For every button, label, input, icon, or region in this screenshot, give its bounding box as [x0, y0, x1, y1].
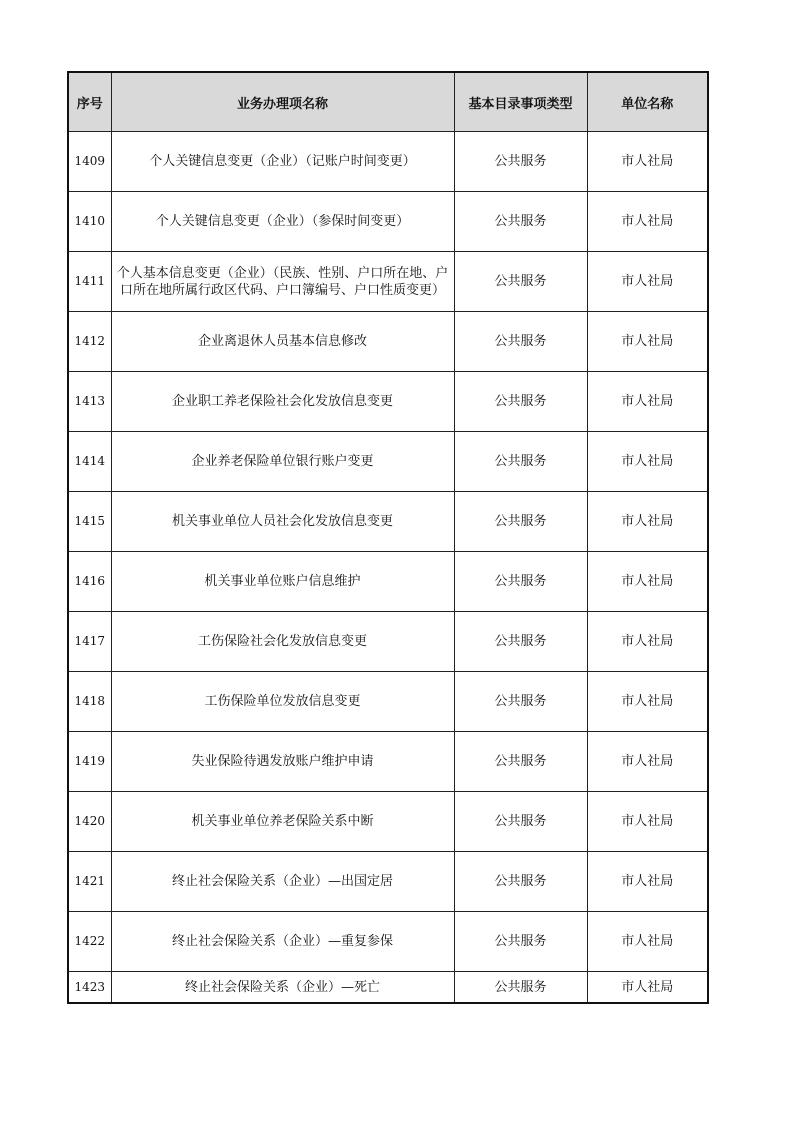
cell-name: 终止社会保险关系（企业）—出国定居 [111, 852, 454, 912]
cell-unit: 市人社局 [587, 192, 708, 252]
cell-no: 1422 [68, 912, 111, 972]
cell-type: 公共服务 [454, 912, 587, 972]
cell-type: 公共服务 [454, 852, 587, 912]
cell-unit: 市人社局 [587, 792, 708, 852]
table-header-row [68, 72, 708, 132]
cell-type: 公共服务 [454, 372, 587, 432]
cell-unit: 市人社局 [587, 372, 708, 432]
table-row [68, 612, 708, 672]
cell-type: 公共服务 [454, 792, 587, 852]
cell-type: 公共服务 [454, 972, 587, 1004]
table-row [68, 132, 708, 192]
cell-no: 1421 [68, 852, 111, 912]
cell-type: 公共服务 [454, 612, 587, 672]
cell-name: 个人关键信息变更（企业）（参保时间变更） [111, 192, 454, 252]
cell-name: 工伤保险单位发放信息变更 [111, 672, 454, 732]
service-table [67, 71, 709, 1004]
cell-no: 1409 [68, 132, 111, 192]
cell-unit: 市人社局 [587, 552, 708, 612]
cell-type: 公共服务 [454, 732, 587, 792]
cell-unit: 市人社局 [587, 492, 708, 552]
cell-unit: 市人社局 [587, 132, 708, 192]
cell-unit: 市人社局 [587, 252, 708, 312]
header-unit: 单位名称 [587, 72, 708, 132]
table-row [68, 792, 708, 852]
cell-no: 1410 [68, 192, 111, 252]
cell-no: 1423 [68, 972, 111, 1004]
cell-name: 个人基本信息变更（企业）（民族、性别、户口所在地、户口所在地所属行政区代码、户口簿编号、户口性质变更） [111, 252, 454, 312]
cell-name: 机关事业单位账户信息维护 [111, 552, 454, 612]
cell-unit: 市人社局 [587, 912, 708, 972]
table-row [68, 312, 708, 372]
table-row [68, 732, 708, 792]
cell-no: 1419 [68, 732, 111, 792]
cell-unit: 市人社局 [587, 852, 708, 912]
table-row [68, 492, 708, 552]
cell-name: 机关事业单位养老保险关系中断 [111, 792, 454, 852]
table-row [68, 852, 708, 912]
cell-name: 终止社会保险关系（企业）—死亡 [111, 972, 454, 1004]
cell-no: 1415 [68, 492, 111, 552]
cell-name: 企业离退休人员基本信息修改 [111, 312, 454, 372]
header-type: 基本目录事项类型 [454, 72, 587, 132]
cell-no: 1420 [68, 792, 111, 852]
cell-type: 公共服务 [454, 132, 587, 192]
cell-type: 公共服务 [454, 312, 587, 372]
cell-no: 1414 [68, 432, 111, 492]
cell-name: 企业职工养老保险社会化发放信息变更 [111, 372, 454, 432]
header-name: 业务办理项名称 [111, 72, 454, 132]
cell-type: 公共服务 [454, 492, 587, 552]
cell-name: 失业保险待遇发放账户维护申请 [111, 732, 454, 792]
cell-no: 1412 [68, 312, 111, 372]
cell-name: 企业养老保险单位银行账户变更 [111, 432, 454, 492]
table-body [68, 132, 708, 1004]
cell-type: 公共服务 [454, 432, 587, 492]
cell-name: 工伤保险社会化发放信息变更 [111, 612, 454, 672]
cell-type: 公共服务 [454, 192, 587, 252]
table-row [68, 432, 708, 492]
cell-unit: 市人社局 [587, 312, 708, 372]
table-row [68, 552, 708, 612]
table-row [68, 912, 708, 972]
cell-type: 公共服务 [454, 552, 587, 612]
table-row [68, 672, 708, 732]
cell-type: 公共服务 [454, 672, 587, 732]
table-row [68, 252, 708, 312]
cell-name: 个人关键信息变更（企业）（记账户时间变更） [111, 132, 454, 192]
cell-unit: 市人社局 [587, 672, 708, 732]
cell-type: 公共服务 [454, 252, 587, 312]
table-row [68, 972, 708, 1004]
cell-no: 1411 [68, 252, 111, 312]
cell-no: 1413 [68, 372, 111, 432]
cell-unit: 市人社局 [587, 432, 708, 492]
cell-name: 终止社会保险关系（企业）—重复参保 [111, 912, 454, 972]
table-row [68, 372, 708, 432]
cell-name: 机关事业单位人员社会化发放信息变更 [111, 492, 454, 552]
cell-unit: 市人社局 [587, 972, 708, 1004]
header-no: 序号 [68, 72, 111, 132]
cell-no: 1417 [68, 612, 111, 672]
cell-no: 1416 [68, 552, 111, 612]
cell-no: 1418 [68, 672, 111, 732]
table-row [68, 192, 708, 252]
cell-unit: 市人社局 [587, 612, 708, 672]
cell-unit: 市人社局 [587, 732, 708, 792]
